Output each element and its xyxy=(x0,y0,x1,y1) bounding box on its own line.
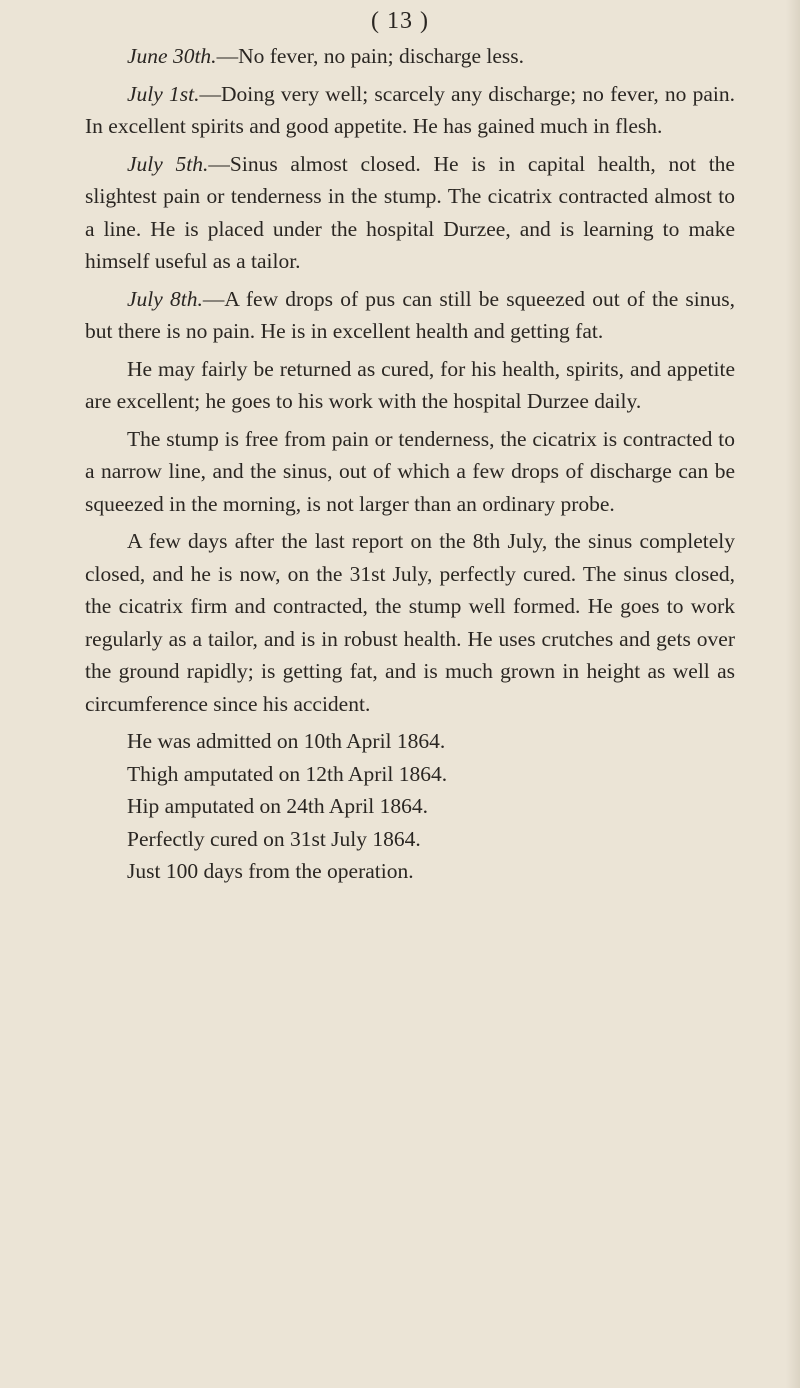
paragraph-stump: The stump is free from pain or tenderness, the cicatrix is contracted to a narrow line, and the sinus, out of which a few drops of discharge can be squeezed in the morning, is not larger than an ordinary probe. xyxy=(85,426,735,516)
entry-july-5 xyxy=(85,148,735,278)
summary-line-thigh: Thigh amputated on 12th April 1864. xyxy=(127,761,448,786)
entry-text: —Sinus almost closed. He is in capital health, not the slightest pain or tenderness in the stump. The cicatrix contracted almost to a line. He is placed under the hospital Durzee, and is learning to make himself useful as a tailor. xyxy=(85,151,735,273)
entry-text: —Doing very well; scarcely any discharge; no fever, no pain. In excellent spirits and good appetite. He has gained much in flesh. xyxy=(85,81,735,138)
summary-line-days: Just 100 days from the operation. xyxy=(127,859,414,883)
entry-date: July 8th. xyxy=(127,286,203,311)
summary-line-hip: Hip amputated on 24th April 1864. xyxy=(127,794,428,818)
page-edge-shadow xyxy=(786,0,800,1388)
summary-line-admitted: He was admitted on 10th April 1864. xyxy=(127,729,446,753)
entry-date: June 30th. xyxy=(127,44,217,68)
page-number: ( 13 ) xyxy=(371,8,429,34)
entry-date: July 1st. xyxy=(127,81,200,106)
summary-line-cured: Perfectly cured on 31st July 1864. xyxy=(127,826,421,851)
entry-text: —A few drops of pus can still be squeezed out of the sinus, but there is no pain. He is in excellent health and getting fat. xyxy=(85,286,735,343)
paragraph-cured: He may fairly be returned as cured, for his health, spirits, and appetite are excellent; he goes to his work with the hospital Durzee daily. xyxy=(85,356,735,413)
case-summary xyxy=(85,725,735,888)
entry-text: —No fever, no pain; discharge less. xyxy=(216,44,524,68)
entry-july-1 xyxy=(85,78,735,143)
entry-date: July 5th. xyxy=(127,151,209,176)
paragraph-final-report: A few days after the last report on the 8th July, the sinus completely closed, and he is now, on the 31st July, perfectly cured. The sinus closed, the cicatrix firm and contracted, the stump well formed. He goes to work regularly as a tailor, and is in robust health. He uses crutches and gets over the ground rapidly; is getting fat, and is much grown in height as well as circumference since his accident. xyxy=(85,529,735,716)
entry-july-8 xyxy=(85,283,735,348)
body-text xyxy=(85,40,735,888)
entry-june-30 xyxy=(85,40,735,73)
